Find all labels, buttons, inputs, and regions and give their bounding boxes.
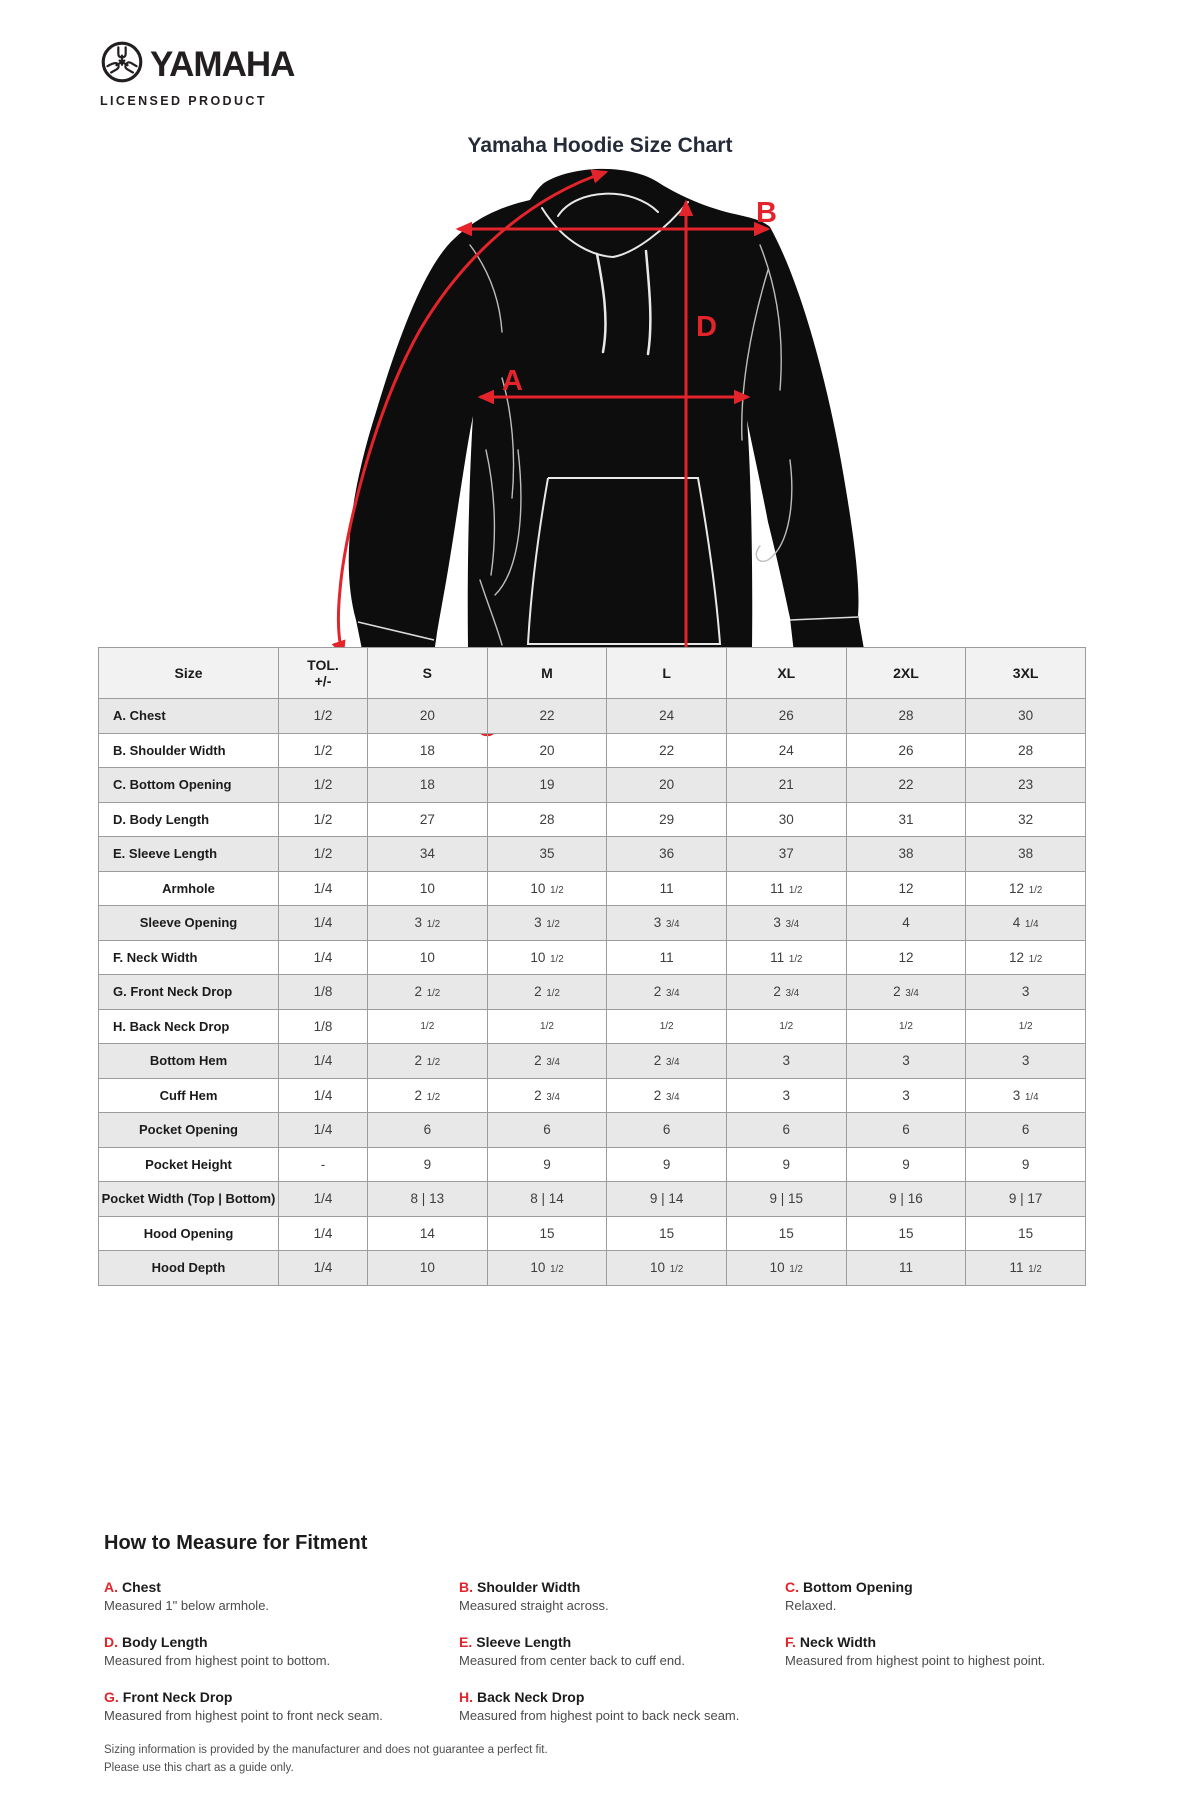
size-value-cell: 3: [846, 1078, 966, 1113]
tolerance-cell: 1/4: [279, 1251, 368, 1286]
size-value-cell: 1/2: [966, 1009, 1086, 1044]
measure-item: [104, 1579, 459, 1613]
size-value-cell: 2 3/4: [607, 1078, 727, 1113]
size-value-cell: 11 1/2: [966, 1251, 1086, 1286]
size-value-cell: 6: [966, 1113, 1086, 1148]
size-value-cell: 14: [368, 1216, 488, 1251]
measure-item-letter: A.: [104, 1579, 118, 1595]
row-label: G. Front Neck Drop: [99, 975, 279, 1010]
header-size-l: L: [607, 648, 727, 699]
measure-item: [104, 1634, 459, 1668]
tolerance-cell: -: [279, 1147, 368, 1182]
measure-heading: How to Measure for Fitment: [104, 1532, 368, 1554]
size-value-cell: 10 1/2: [487, 871, 607, 906]
size-value-cell: 10: [368, 1251, 488, 1286]
measure-item: [785, 1634, 1104, 1668]
measure-item-desc: Measured straight across.: [459, 1598, 609, 1613]
size-value-cell: 2 3/4: [487, 1078, 607, 1113]
size-value-cell: 2 3/4: [487, 1044, 607, 1079]
size-value-cell: 3: [726, 1044, 846, 1079]
size-value-cell: 10: [368, 871, 488, 906]
measure-item-label: [459, 1634, 785, 1650]
table-row: [99, 802, 1086, 837]
table-row: [99, 768, 1086, 803]
logo-subtext: LICENSED PRODUCT: [100, 94, 267, 108]
table-header-row: [99, 648, 1086, 699]
table-row: [99, 733, 1086, 768]
measure-item-letter: C.: [785, 1579, 799, 1595]
size-value-cell: 31: [846, 802, 966, 837]
row-label: Cuff Hem: [99, 1078, 279, 1113]
tolerance-cell: 1/4: [279, 906, 368, 941]
tolerance-cell: 1/4: [279, 1182, 368, 1217]
measure-item-name: Front Neck Drop: [122, 1689, 233, 1705]
size-chart-table: [98, 647, 1086, 1286]
tolerance-cell: 1/2: [279, 699, 368, 734]
size-value-cell: 4 1/4: [966, 906, 1086, 941]
measure-item: [459, 1689, 785, 1723]
label-D: D: [696, 311, 717, 343]
row-label: Bottom Hem: [99, 1044, 279, 1079]
size-value-cell: 9 | 16: [846, 1182, 966, 1217]
size-value-cell: 2 3/4: [607, 975, 727, 1010]
measure-item-label: [104, 1634, 459, 1650]
size-value-cell: 32: [966, 802, 1086, 837]
size-value-cell: 9: [846, 1147, 966, 1182]
size-value-cell: 15: [846, 1216, 966, 1251]
measure-item-name: Chest: [122, 1579, 161, 1595]
row-label: Pocket Height: [99, 1147, 279, 1182]
measure-item-letter: B.: [459, 1579, 473, 1595]
size-value-cell: 22: [846, 768, 966, 803]
table-row: [99, 1216, 1086, 1251]
header-size-m: M: [487, 648, 607, 699]
size-value-cell: 28: [487, 802, 607, 837]
table-row: [99, 1044, 1086, 1079]
label-B: B: [756, 197, 777, 229]
size-value-cell: 3 1/2: [368, 906, 488, 941]
tolerance-cell: 1/8: [279, 1009, 368, 1044]
size-value-cell: 34: [368, 837, 488, 872]
size-value-cell: 6: [368, 1113, 488, 1148]
measure-item-label: [459, 1579, 785, 1595]
size-value-cell: 9: [487, 1147, 607, 1182]
measure-item-desc: Measured 1" below armhole.: [104, 1598, 270, 1613]
size-value-cell: 10 1/2: [607, 1251, 727, 1286]
measure-item: [459, 1579, 785, 1613]
size-value-cell: 38: [966, 837, 1086, 872]
size-value-cell: 2 3/4: [846, 975, 966, 1010]
table-row: [99, 975, 1086, 1010]
size-value-cell: 27: [368, 802, 488, 837]
size-value-cell: 3: [726, 1078, 846, 1113]
size-value-cell: 18: [368, 733, 488, 768]
table-row: [99, 1251, 1086, 1286]
size-value-cell: 35: [487, 837, 607, 872]
measure-item: [459, 1634, 785, 1668]
size-value-cell: 11: [846, 1251, 966, 1286]
row-label: B. Shoulder Width: [99, 733, 279, 768]
header-size: Size: [99, 648, 279, 699]
tolerance-cell: 1/4: [279, 940, 368, 975]
disclaimer: [104, 1742, 548, 1778]
size-value-cell: 24: [726, 733, 846, 768]
size-value-cell: 37: [726, 837, 846, 872]
size-value-cell: 29: [607, 802, 727, 837]
table-row: [99, 906, 1086, 941]
size-value-cell: 10 1/2: [487, 940, 607, 975]
size-value-cell: 9: [966, 1147, 1086, 1182]
size-value-cell: 2 1/2: [368, 1078, 488, 1113]
size-value-cell: 30: [726, 802, 846, 837]
header-size-xl: XL: [726, 648, 846, 699]
label-A: A: [502, 365, 523, 397]
tolerance-cell: 1/4: [279, 1113, 368, 1148]
table-row: [99, 1009, 1086, 1044]
size-value-cell: 3: [966, 1044, 1086, 1079]
header-size-3xl: 3XL: [966, 648, 1086, 699]
size-value-cell: 26: [846, 733, 966, 768]
size-value-cell: 28: [966, 733, 1086, 768]
size-value-cell: 36: [607, 837, 727, 872]
size-value-cell: 2 1/2: [368, 975, 488, 1010]
row-label: Pocket Width (Top | Bottom): [99, 1182, 279, 1217]
measure-item-name: Back Neck Drop: [477, 1689, 585, 1705]
size-value-cell: 26: [726, 699, 846, 734]
size-value-cell: 12: [846, 940, 966, 975]
table-row: [99, 871, 1086, 906]
size-value-cell: 1/2: [487, 1009, 607, 1044]
size-value-cell: 9: [368, 1147, 488, 1182]
size-value-cell: 9: [726, 1147, 846, 1182]
measure-item-letter: F.: [785, 1634, 796, 1650]
measure-item-desc: Measured from highest point to front neck seam.: [104, 1708, 383, 1723]
size-value-cell: 1/2: [726, 1009, 846, 1044]
table-row: [99, 699, 1086, 734]
table-row: [99, 1078, 1086, 1113]
size-value-cell: 11 1/2: [726, 940, 846, 975]
disclaimer-line-2: Please use this chart as a guide only.: [104, 1761, 294, 1774]
how-to-measure-section: [104, 1532, 1104, 1723]
size-value-cell: 2 1/2: [368, 1044, 488, 1079]
size-value-cell: 11 1/2: [726, 871, 846, 906]
size-value-cell: 9 | 14: [607, 1182, 727, 1217]
size-value-cell: 15: [607, 1216, 727, 1251]
row-label: C. Bottom Opening: [99, 768, 279, 803]
page-title: Yamaha Hoodie Size Chart: [467, 134, 733, 157]
size-value-cell: 20: [368, 699, 488, 734]
measure-item-letter: G.: [104, 1689, 119, 1705]
row-label: Hood Depth: [99, 1251, 279, 1286]
row-label: D. Body Length: [99, 802, 279, 837]
logo-brand-text: YAMAHA: [150, 45, 295, 84]
size-value-cell: 28: [846, 699, 966, 734]
size-value-cell: 38: [846, 837, 966, 872]
measure-item-name: Body Length: [122, 1634, 208, 1650]
measure-item-label: [785, 1634, 1104, 1650]
size-value-cell: 15: [726, 1216, 846, 1251]
measure-item-label: [785, 1579, 1104, 1595]
size-value-cell: 18: [368, 768, 488, 803]
size-value-cell: 6: [726, 1113, 846, 1148]
tolerance-cell: 1/4: [279, 1078, 368, 1113]
size-value-cell: 1/2: [846, 1009, 966, 1044]
size-value-cell: 21: [726, 768, 846, 803]
measure-item: [785, 1579, 1104, 1613]
size-value-cell: 12: [846, 871, 966, 906]
row-label: Sleeve Opening: [99, 906, 279, 941]
measure-item: [104, 1689, 459, 1723]
measure-item-letter: D.: [104, 1634, 118, 1650]
tolerance-cell: 1/8: [279, 975, 368, 1010]
measure-item-letter: H.: [459, 1689, 473, 1705]
size-value-cell: 2 3/4: [726, 975, 846, 1010]
measure-item-label: [104, 1579, 459, 1595]
size-value-cell: 12 1/2: [966, 871, 1086, 906]
measure-item-desc: Measured from center back to cuff end.: [459, 1653, 685, 1668]
tolerance-cell: 1/2: [279, 733, 368, 768]
size-value-cell: 3 3/4: [726, 906, 846, 941]
tolerance-cell: 1/4: [279, 1216, 368, 1251]
table-row: [99, 1182, 1086, 1217]
disclaimer-line-1: Sizing information is provided by the manufacturer and does not guarantee a perfect fit.: [104, 1744, 548, 1756]
measure-item-name: Bottom Opening: [803, 1579, 913, 1595]
size-value-cell: 12 1/2: [966, 940, 1086, 975]
tolerance-cell: 1/2: [279, 768, 368, 803]
row-label: A. Chest: [99, 699, 279, 734]
size-value-cell: 24: [607, 699, 727, 734]
row-label: F. Neck Width: [99, 940, 279, 975]
row-label: E. Sleeve Length: [99, 837, 279, 872]
header-size-s: S: [368, 648, 488, 699]
table-row: [99, 1113, 1086, 1148]
size-value-cell: 8 | 13: [368, 1182, 488, 1217]
size-value-cell: 1/2: [607, 1009, 727, 1044]
size-value-cell: 10 1/2: [487, 1251, 607, 1286]
size-value-cell: 6: [607, 1113, 727, 1148]
header-size-2xl: 2XL: [846, 648, 966, 699]
size-value-cell: 20: [487, 733, 607, 768]
row-label: Hood Opening: [99, 1216, 279, 1251]
size-value-cell: 6: [846, 1113, 966, 1148]
tolerance-cell: 1/4: [279, 871, 368, 906]
size-value-cell: 3 3/4: [607, 906, 727, 941]
yamaha-logo: [100, 40, 294, 108]
size-value-cell: 2 3/4: [607, 1044, 727, 1079]
size-value-cell: 22: [607, 733, 727, 768]
measure-item-label: [459, 1689, 785, 1705]
measure-item-name: Sleeve Length: [476, 1634, 572, 1650]
size-value-cell: 3: [846, 1044, 966, 1079]
measure-item-name: Shoulder Width: [477, 1579, 581, 1595]
yamaha-tuning-fork-icon: [100, 40, 144, 89]
measure-item-desc: Measured from highest point to back neck seam.: [459, 1708, 740, 1723]
size-value-cell: 9: [607, 1147, 727, 1182]
table-row: [99, 940, 1086, 975]
hoodie-silhouette: [349, 169, 865, 684]
size-value-cell: 3 1/2: [487, 906, 607, 941]
size-value-cell: 11: [607, 940, 727, 975]
size-value-cell: 10 1/2: [726, 1251, 846, 1286]
tolerance-cell: 1/2: [279, 802, 368, 837]
row-label: Armhole: [99, 871, 279, 906]
measure-item-name: Neck Width: [799, 1634, 876, 1650]
size-value-cell: 4: [846, 906, 966, 941]
measure-item-letter: E.: [459, 1634, 473, 1650]
size-value-cell: 1/2: [368, 1009, 488, 1044]
row-label: Pocket Opening: [99, 1113, 279, 1148]
size-value-cell: 15: [966, 1216, 1086, 1251]
header-tolerance: TOL. +/-: [279, 648, 368, 699]
size-value-cell: 3 1/4: [966, 1078, 1086, 1113]
measure-item-desc: Relaxed.: [785, 1598, 837, 1613]
size-value-cell: 8 | 14: [487, 1182, 607, 1217]
table-row: [99, 837, 1086, 872]
tolerance-cell: 1/2: [279, 837, 368, 872]
row-label: H. Back Neck Drop: [99, 1009, 279, 1044]
tolerance-cell: 1/4: [279, 1044, 368, 1079]
measure-item-desc: Measured from highest point to highest point.: [785, 1653, 1046, 1668]
size-value-cell: 6: [487, 1113, 607, 1148]
size-value-cell: 3: [966, 975, 1086, 1010]
measure-item-label: [104, 1689, 459, 1705]
size-value-cell: 2 1/2: [487, 975, 607, 1010]
size-value-cell: 15: [487, 1216, 607, 1251]
size-value-cell: 9 | 15: [726, 1182, 846, 1217]
size-value-cell: 10: [368, 940, 488, 975]
size-value-cell: 23: [966, 768, 1086, 803]
size-value-cell: 9 | 17: [966, 1182, 1086, 1217]
size-value-cell: 22: [487, 699, 607, 734]
size-value-cell: 30: [966, 699, 1086, 734]
measure-grid: [104, 1579, 1104, 1723]
table-row: [99, 1147, 1086, 1182]
measure-item-desc: Measured from highest point to bottom.: [104, 1653, 331, 1668]
size-value-cell: 19: [487, 768, 607, 803]
size-value-cell: 20: [607, 768, 727, 803]
size-value-cell: 11: [607, 871, 727, 906]
